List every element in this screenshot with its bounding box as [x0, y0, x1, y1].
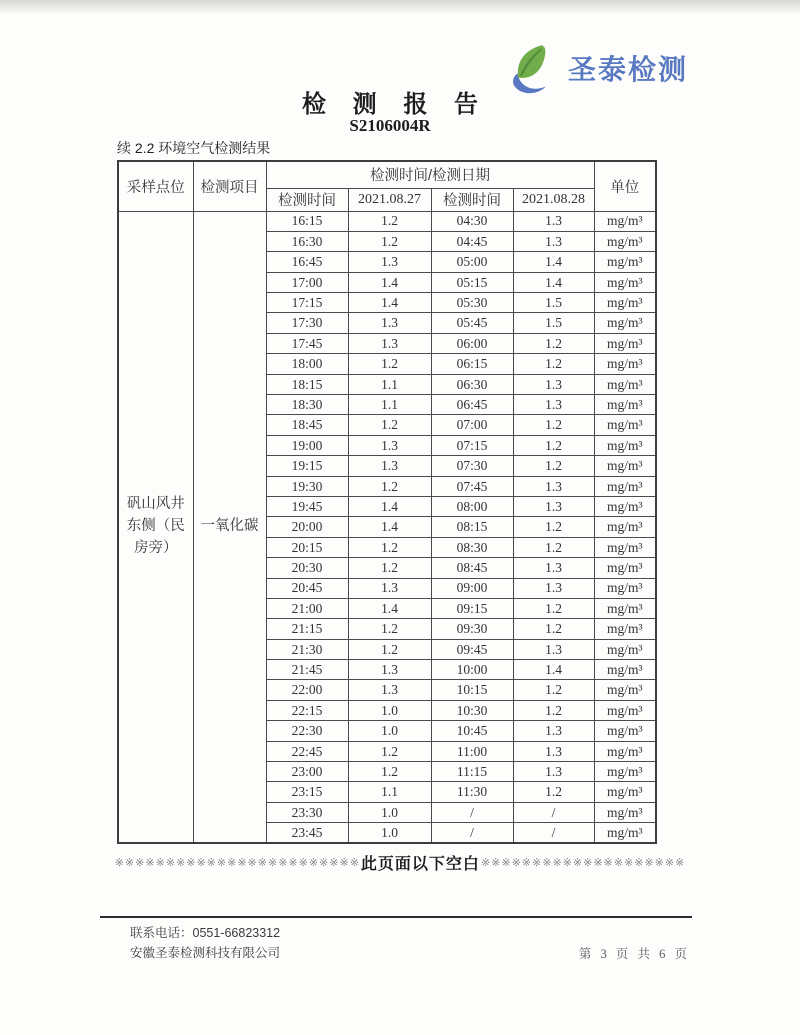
col-header-time-1: 检测时间: [266, 188, 348, 211]
unit-cell: mg/m³: [594, 456, 656, 476]
value-2-cell: 1.2: [513, 537, 594, 557]
time-1-cell: 21:00: [266, 598, 348, 618]
time-2-cell: 06:15: [431, 354, 513, 374]
value-2-cell: 1.2: [513, 456, 594, 476]
unit-cell: mg/m³: [594, 272, 656, 292]
page-number: 第 3 页 共 6 页: [578, 947, 690, 961]
time-1-cell: 17:45: [266, 333, 348, 353]
value-1-cell: 1.0: [348, 802, 431, 822]
company-name: 安徽圣泰检测科技有限公司: [130, 946, 281, 960]
time-2-cell: 09:30: [431, 619, 513, 639]
unit-cell: mg/m³: [594, 395, 656, 415]
value-2-cell: /: [513, 823, 594, 843]
time-1-cell: 19:00: [266, 435, 348, 455]
unit-cell: mg/m³: [594, 578, 656, 598]
value-1-cell: 1.3: [348, 252, 431, 272]
value-1-cell: 1.3: [348, 456, 431, 476]
unit-cell: mg/m³: [594, 782, 656, 802]
col-header-test-item: 检测项目: [193, 161, 266, 211]
value-1-cell: 1.3: [348, 435, 431, 455]
time-2-cell: 09:15: [431, 598, 513, 618]
value-2-cell: 1.3: [513, 721, 594, 741]
col-header-sampling-point: 采样点位: [118, 161, 193, 211]
unit-cell: mg/m³: [594, 231, 656, 251]
air-test-results-table: [117, 160, 657, 844]
value-1-cell: 1.1: [348, 782, 431, 802]
value-1-cell: 1.3: [348, 680, 431, 700]
scan-edge: [0, 0, 800, 14]
unit-cell: mg/m³: [594, 211, 656, 231]
value-1-cell: 1.2: [348, 476, 431, 496]
time-2-cell: 05:00: [431, 252, 513, 272]
time-1-cell: 18:00: [266, 354, 348, 374]
value-2-cell: 1.5: [513, 293, 594, 313]
value-2-cell: 1.2: [513, 619, 594, 639]
time-1-cell: 18:15: [266, 374, 348, 394]
value-2-cell: /: [513, 802, 594, 822]
time-2-cell: /: [431, 802, 513, 822]
time-2-cell: 09:45: [431, 639, 513, 659]
test-item-cell: 一氧化碳: [193, 211, 266, 843]
time-2-cell: 08:30: [431, 537, 513, 557]
value-2-cell: 1.3: [513, 211, 594, 231]
time-1-cell: 19:30: [266, 476, 348, 496]
footer-contact-block: [130, 923, 280, 963]
time-1-cell: 22:15: [266, 700, 348, 720]
time-2-cell: 08:00: [431, 496, 513, 516]
unit-cell: mg/m³: [594, 496, 656, 516]
value-2-cell: 1.3: [513, 374, 594, 394]
unit-cell: mg/m³: [594, 517, 656, 537]
blank-below-notice: [108, 851, 692, 874]
unit-cell: mg/m³: [594, 762, 656, 782]
value-2-cell: 1.2: [513, 435, 594, 455]
value-2-cell: 1.2: [513, 415, 594, 435]
value-1-cell: 1.2: [348, 762, 431, 782]
time-2-cell: 10:00: [431, 660, 513, 680]
unit-cell: mg/m³: [594, 354, 656, 374]
value-1-cell: 1.2: [348, 639, 431, 659]
time-1-cell: 23:00: [266, 762, 348, 782]
unit-cell: mg/m³: [594, 476, 656, 496]
time-1-cell: 17:00: [266, 272, 348, 292]
time-2-cell: 04:45: [431, 231, 513, 251]
time-1-cell: 20:45: [266, 578, 348, 598]
unit-cell: mg/m³: [594, 823, 656, 843]
unit-cell: mg/m³: [594, 680, 656, 700]
blank-below-text: 此页面以下空白: [360, 856, 480, 873]
time-1-cell: 22:00: [266, 680, 348, 700]
time-1-cell: 22:30: [266, 721, 348, 741]
report-number: S2106004R: [349, 116, 431, 135]
value-1-cell: 1.2: [348, 558, 431, 578]
value-2-cell: 1.3: [513, 558, 594, 578]
value-2-cell: 1.3: [513, 578, 594, 598]
value-1-cell: 1.1: [348, 395, 431, 415]
value-2-cell: 1.4: [513, 660, 594, 680]
unit-cell: mg/m³: [594, 415, 656, 435]
value-2-cell: 1.2: [513, 700, 594, 720]
col-header-unit: 单位: [594, 161, 656, 211]
unit-cell: mg/m³: [594, 619, 656, 639]
time-2-cell: 10:30: [431, 700, 513, 720]
value-2-cell: 1.2: [513, 517, 594, 537]
time-2-cell: 07:15: [431, 435, 513, 455]
value-1-cell: 1.1: [348, 374, 431, 394]
time-1-cell: 19:15: [266, 456, 348, 476]
time-2-cell: 07:30: [431, 456, 513, 476]
unit-cell: mg/m³: [594, 333, 656, 353]
value-2-cell: 1.3: [513, 231, 594, 251]
value-1-cell: 1.2: [348, 741, 431, 761]
time-1-cell: 23:30: [266, 802, 348, 822]
contact-phone: 联系电话：0551-66823312: [130, 926, 281, 940]
time-1-cell: 22:45: [266, 741, 348, 761]
time-2-cell: 07:00: [431, 415, 513, 435]
time-1-cell: 23:45: [266, 823, 348, 843]
unit-cell: mg/m³: [594, 741, 656, 761]
time-2-cell: 08:15: [431, 517, 513, 537]
time-2-cell: 11:00: [431, 741, 513, 761]
time-2-cell: 06:30: [431, 374, 513, 394]
time-2-cell: 09:00: [431, 578, 513, 598]
unit-cell: mg/m³: [594, 252, 656, 272]
value-1-cell: 1.0: [348, 721, 431, 741]
value-2-cell: 1.2: [513, 333, 594, 353]
time-1-cell: 19:45: [266, 496, 348, 516]
unit-cell: mg/m³: [594, 558, 656, 578]
time-2-cell: 05:45: [431, 313, 513, 333]
unit-cell: mg/m³: [594, 802, 656, 822]
time-2-cell: 06:45: [431, 395, 513, 415]
time-2-cell: 08:45: [431, 558, 513, 578]
time-1-cell: 20:00: [266, 517, 348, 537]
col-header-date-1: 2021.08.27: [348, 188, 431, 211]
time-1-cell: 21:15: [266, 619, 348, 639]
value-1-cell: 1.3: [348, 660, 431, 680]
unit-cell: mg/m³: [594, 721, 656, 741]
value-2-cell: 1.3: [513, 496, 594, 516]
value-1-cell: 1.4: [348, 598, 431, 618]
time-1-cell: 17:30: [266, 313, 348, 333]
value-1-cell: 1.4: [348, 496, 431, 516]
time-1-cell: 16:30: [266, 231, 348, 251]
time-1-cell: 21:45: [266, 660, 348, 680]
time-2-cell: 06:00: [431, 333, 513, 353]
value-2-cell: 1.4: [513, 252, 594, 272]
value-1-cell: 1.2: [348, 537, 431, 557]
col-header-time-2: 检测时间: [431, 188, 513, 211]
time-1-cell: 18:30: [266, 395, 348, 415]
time-1-cell: 20:30: [266, 558, 348, 578]
time-2-cell: 10:15: [431, 680, 513, 700]
section-label: 续 2.2 环境空气检测结果: [117, 140, 271, 156]
unit-cell: mg/m³: [594, 313, 656, 333]
table-row: [118, 211, 656, 231]
unit-cell: mg/m³: [594, 537, 656, 557]
time-2-cell: /: [431, 823, 513, 843]
value-1-cell: 1.3: [348, 333, 431, 353]
col-header-date-2: 2021.08.28: [513, 188, 594, 211]
time-2-cell: 05:15: [431, 272, 513, 292]
value-1-cell: 1.2: [348, 231, 431, 251]
time-2-cell: 11:30: [431, 782, 513, 802]
value-2-cell: 1.3: [513, 476, 594, 496]
value-1-cell: 1.2: [348, 354, 431, 374]
sampling-point-cell: 矾山风井东侧（民房旁）: [118, 211, 193, 843]
time-1-cell: 17:15: [266, 293, 348, 313]
col-header-time-date-group: 检测时间/检测日期: [266, 161, 594, 188]
value-1-cell: 1.2: [348, 211, 431, 231]
unit-cell: mg/m³: [594, 293, 656, 313]
unit-cell: mg/m³: [594, 374, 656, 394]
unit-cell: mg/m³: [594, 598, 656, 618]
time-1-cell: 16:15: [266, 211, 348, 231]
page-footer: [100, 916, 692, 963]
logo-brand-text: 圣泰检测: [567, 54, 688, 85]
unit-cell: mg/m³: [594, 435, 656, 455]
decoration-marks-right: ※※※※※※※※※※※※※※※※※※※※: [480, 857, 686, 869]
value-2-cell: 1.2: [513, 782, 594, 802]
value-2-cell: 1.4: [513, 272, 594, 292]
unit-cell: mg/m³: [594, 700, 656, 720]
table-header-row-1: [118, 161, 656, 188]
value-1-cell: 1.2: [348, 415, 431, 435]
value-1-cell: 1.2: [348, 619, 431, 639]
value-2-cell: 1.3: [513, 741, 594, 761]
value-1-cell: 1.4: [348, 272, 431, 292]
value-1-cell: 1.3: [348, 578, 431, 598]
time-2-cell: 05:30: [431, 293, 513, 313]
value-2-cell: 1.2: [513, 354, 594, 374]
time-2-cell: 11:15: [431, 762, 513, 782]
value-2-cell: 1.2: [513, 680, 594, 700]
unit-cell: mg/m³: [594, 660, 656, 680]
value-1-cell: 1.0: [348, 700, 431, 720]
value-2-cell: 1.2: [513, 598, 594, 618]
value-1-cell: 1.0: [348, 823, 431, 843]
time-1-cell: 18:45: [266, 415, 348, 435]
time-1-cell: 16:45: [266, 252, 348, 272]
value-1-cell: 1.4: [348, 517, 431, 537]
value-1-cell: 1.4: [348, 293, 431, 313]
value-1-cell: 1.3: [348, 313, 431, 333]
value-2-cell: 1.3: [513, 639, 594, 659]
time-2-cell: 10:45: [431, 721, 513, 741]
value-2-cell: 1.3: [513, 762, 594, 782]
page-title: 检 测 报 告: [301, 91, 488, 118]
decoration-marks-left: ※※※※※※※※※※※※※※※※※※※※※※※※: [114, 857, 360, 869]
time-1-cell: 21:30: [266, 639, 348, 659]
time-2-cell: 07:45: [431, 476, 513, 496]
time-1-cell: 23:15: [266, 782, 348, 802]
time-1-cell: 20:15: [266, 537, 348, 557]
time-2-cell: 04:30: [431, 211, 513, 231]
value-2-cell: 1.5: [513, 313, 594, 333]
value-2-cell: 1.3: [513, 395, 594, 415]
unit-cell: mg/m³: [594, 639, 656, 659]
